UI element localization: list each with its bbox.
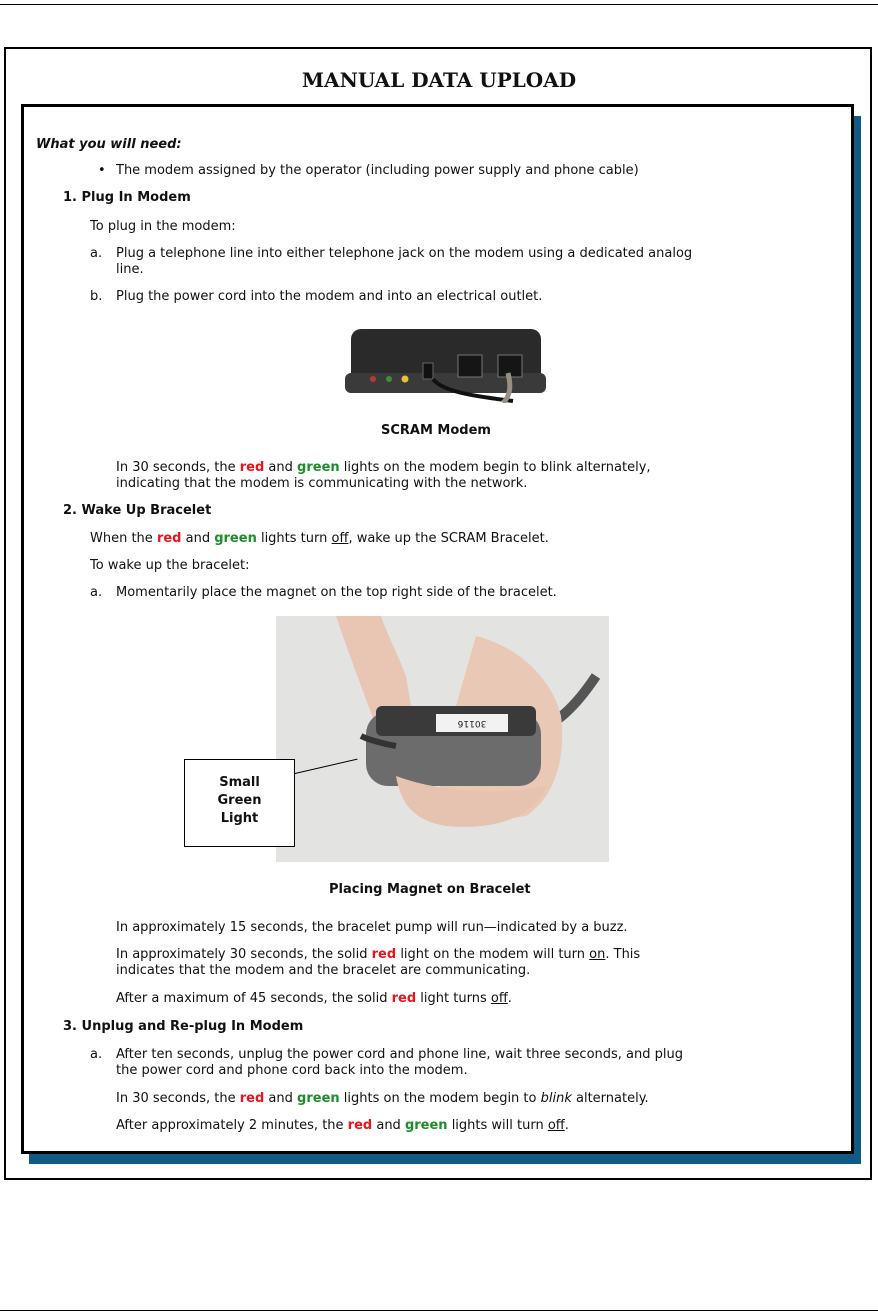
- step3-heading: 3. Unplug and Re-plug In Modem: [63, 1019, 304, 1034]
- off-word: off: [331, 531, 349, 546]
- text-part: In approximately 30 seconds, the solid: [116, 947, 372, 962]
- text-part: light turns: [416, 991, 491, 1006]
- step2-a-label: a.: [90, 585, 103, 600]
- text-part: lights turn: [256, 531, 332, 546]
- bracelet-photo: [276, 616, 609, 862]
- text-part: . This: [605, 947, 641, 962]
- step1-a-label: a.: [90, 246, 103, 261]
- step1-a-line2: line.: [116, 262, 144, 277]
- step3-s2: [116, 1118, 569, 1134]
- callout-line-1: Small: [219, 775, 260, 790]
- text-part: and: [264, 1091, 298, 1106]
- text-part: In 30 seconds, the: [116, 1091, 240, 1106]
- text-part: alternately.: [571, 1091, 649, 1106]
- green-word: green: [297, 1091, 340, 1106]
- on-word: on: [589, 947, 606, 962]
- text-part: After a maximum of 45 seconds, the solid: [116, 991, 392, 1006]
- text-part: lights on the modem begin to blink alternately,: [339, 460, 651, 475]
- callout-line-2: Green: [217, 793, 262, 808]
- device-label: 30116: [457, 718, 487, 728]
- page-title: MANUAL DATA UPLOAD: [301, 68, 577, 92]
- step2-heading: 2. Wake Up Bracelet: [63, 503, 212, 518]
- text-part: After approximately 2 minutes, the: [116, 1118, 348, 1133]
- off-word: off: [547, 1118, 565, 1133]
- need-bullet: The modem assigned by the operator (including power supply and phone cable): [116, 163, 639, 178]
- callout-box: [184, 759, 295, 847]
- step2-s1: In approximately 15 seconds, the bracelet pump will run—indicated by a buzz.: [116, 920, 628, 935]
- step1-b-text: Plug the power cord into the modem and into an electrical outlet.: [116, 289, 543, 304]
- red-word: red: [156, 531, 182, 546]
- bullet-dot: •: [98, 163, 106, 178]
- text-part: lights on the modem begin to: [339, 1091, 541, 1106]
- step2-intro: To wake up the bracelet:: [90, 558, 250, 573]
- need-heading: What you will need:: [36, 137, 182, 152]
- green-word: green: [404, 1118, 448, 1133]
- step3-a-line1: After ten seconds, unplug the power cord and phone line, wait three seconds, and plug: [116, 1047, 684, 1062]
- text-part: and: [264, 460, 298, 475]
- step1-b-label: b.: [90, 289, 103, 304]
- bottom-rule: [0, 1310, 878, 1311]
- step2-s3: [116, 991, 512, 1007]
- modem-caption: SCRAM Modem: [381, 423, 491, 438]
- green-word: green: [297, 460, 340, 475]
- text-part: light on the modem will turn: [396, 947, 590, 962]
- step1-heading: 1. Plug In Modem: [63, 190, 191, 205]
- red-word: red: [239, 1091, 265, 1106]
- blink-word: blink: [540, 1091, 572, 1106]
- text-part: and: [372, 1118, 405, 1133]
- text-part: In 30 seconds, the: [116, 460, 240, 475]
- bracelet-caption: Placing Magnet on Bracelet: [329, 882, 531, 897]
- modem-photo: [343, 323, 548, 403]
- text-part: .: [507, 991, 512, 1006]
- step2-when: [90, 531, 549, 547]
- step1-a-line1: Plug a telephone line into either telephone jack on the modem using a dedicated analog: [116, 246, 693, 261]
- red-word: red: [239, 460, 265, 475]
- callout-line-3: Light: [220, 811, 259, 826]
- text-part: , wake up the SCRAM Bracelet.: [348, 531, 549, 546]
- red-word: red: [371, 947, 397, 962]
- step3-a-label: a.: [90, 1047, 103, 1062]
- text-part: .: [564, 1118, 569, 1133]
- text-part: When the: [90, 531, 157, 546]
- step3-a-line2: the power cord and phone cord back into the modem.: [116, 1063, 468, 1078]
- red-word: red: [347, 1118, 373, 1133]
- text-part: lights will turn: [447, 1118, 548, 1133]
- text-part: and: [181, 531, 215, 546]
- green-word: green: [214, 531, 257, 546]
- red-word: red: [391, 991, 417, 1006]
- step1-after-line2: indicating that the modem is communicating with the network.: [116, 476, 528, 491]
- step2-s2-line1: [116, 947, 640, 963]
- off-word: off: [490, 991, 508, 1006]
- step3-s1: [116, 1091, 649, 1107]
- step2-a-text: Momentarily place the magnet on the top right side of the bracelet.: [116, 585, 557, 600]
- top-rule: [0, 4, 878, 5]
- step1-after-line1: [116, 460, 651, 476]
- step1-intro: To plug in the modem:: [90, 219, 236, 234]
- step2-s2-line2: indicates that the modem and the bracelet are communicating.: [116, 963, 531, 978]
